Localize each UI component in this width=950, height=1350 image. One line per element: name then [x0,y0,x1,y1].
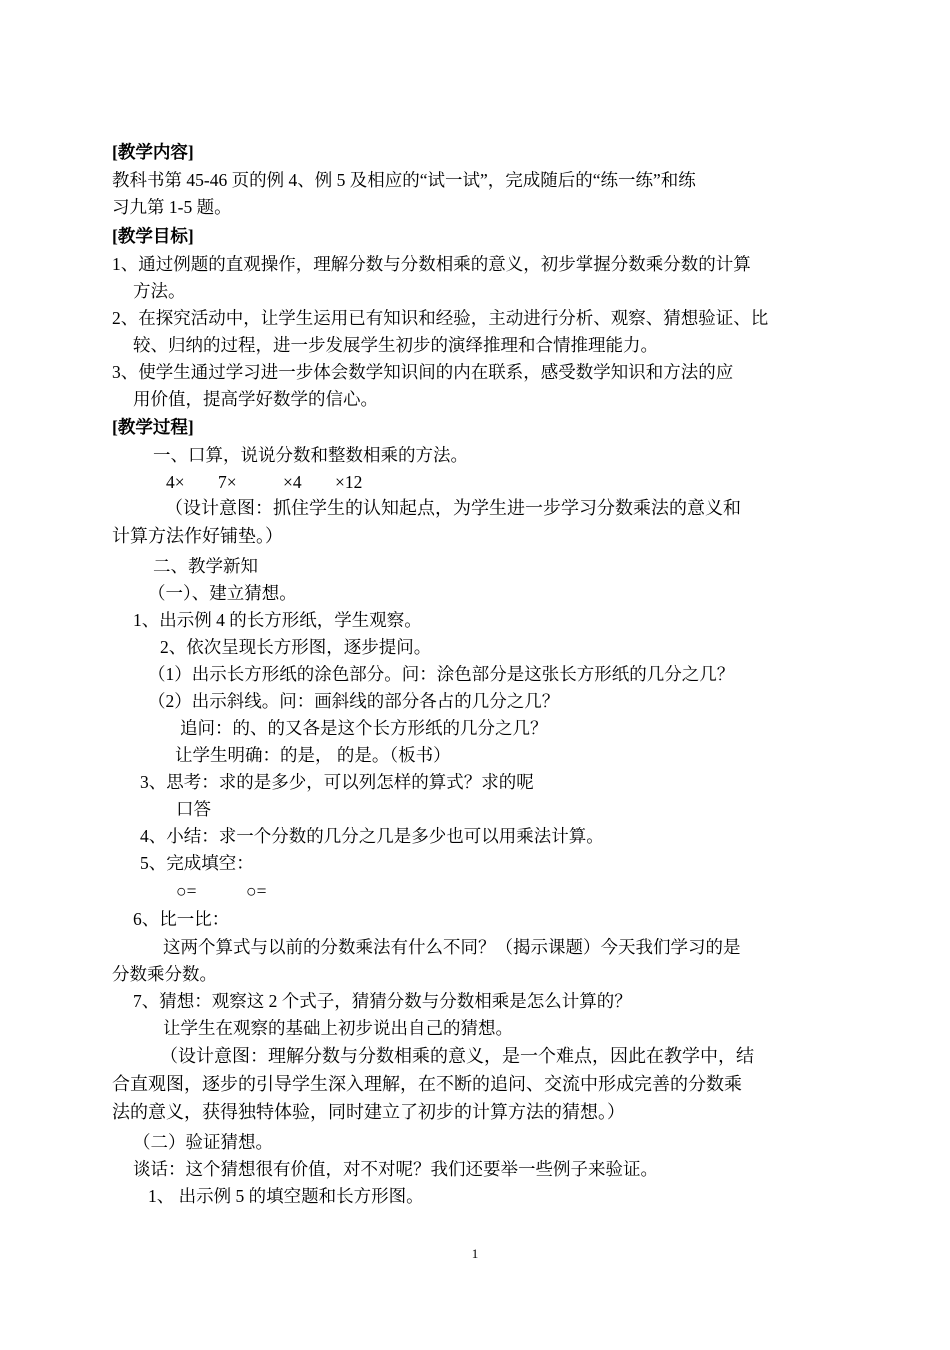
math-expression: ×4 [283,472,302,492]
text-line: 合直观图，逐步的引导学生深入理解，在不断的追问、交流中形成完善的分数乘 [112,1074,742,1095]
text-line: 教科书第 45-46 页的例 4、例 5 及相应的“试一试”，完成随后的“练一练”和练 [112,170,696,190]
fill-blank-expression: ○= [176,881,197,901]
text-line: 7、猜想：观察这 2 个式子，猜猜分数与分数相乘是怎么计算的？ [133,991,632,1011]
math-expression: 7× [218,472,237,492]
text-line: 习九第 1-5 题。 [112,197,232,217]
fill-blank-expression: ○= [246,881,267,901]
goal-item-3: 3、使学生通过学习进一步体会数学知识间的内在联系，感受数学知识和方法的应 [112,362,734,382]
math-expression: ×12 [335,472,363,492]
goal-item-2: 2、在探究活动中，让学生运用已有知识和经验，主动进行分析、观察、猜想验证、比 [112,308,769,328]
page-number: 1 [471,1246,479,1261]
text-line: 1、 出示例 5 的填空题和长方形图。 [148,1186,424,1206]
text-line: 追问：的、的又各是这个长方形纸的几分之几？ [180,718,548,738]
text-line: （1）出示长方形纸的涂色部分。问：涂色部分是这张长方形纸的几分之几？ [148,664,735,684]
text-line: 3、思考：求的是多少，可以列怎样的算式？求的呢 [140,772,534,792]
text-line: 这两个算式与以前的分数乘法有什么不同？（揭示课题）今天我们学习的是 [163,937,741,957]
text-line: 1、出示例 4 的长方形纸，学生观察。 [133,610,422,630]
text-line: 6、比一比： [133,909,230,929]
teaching-process-heading: [教学过程] [112,417,194,437]
goal-item-1: 1、通过例题的直观操作，理解分数与分数相乘的意义，初步掌握分数乘分数的计算 [112,254,751,274]
section-title: 二、教学新知 [153,556,258,576]
design-intent-note: （设计意图：抓住学生的认知起点，为学生进一步学习分数乘法的意义和 [165,498,741,519]
text-line: 5、完成填空： [140,853,254,873]
teaching-content-heading: [教学内容] [112,142,194,162]
teaching-goals-heading: [教学目标] [112,226,194,246]
text-line: （2）出示斜线。问：画斜线的部分各占的几分之几？ [148,691,560,711]
text-line: 法的意义，获得独特体验，同时建立了初步的计算方法的猜想。） [112,1102,625,1123]
text-line: 口答 [176,799,211,819]
subsection-title: （一）、建立猜想。 [148,583,297,603]
text-line: 方法。 [133,281,186,301]
text-line: 4、小结：求一个分数的几分之几是多少也可以用乘法计算。 [140,826,604,846]
text-line: 一、口算，说说分数和整数相乘的方法。 [153,445,468,465]
text-line: 谈话：这个猜想很有价值，对不对呢？我们还要举一些例子来验证。 [133,1159,658,1179]
text-line: 让学生在观察的基础上初步说出自己的猜想。 [163,1018,513,1038]
text-line: 计算方法作好铺垫。） [112,526,283,547]
text-line: 分数乘分数。 [112,964,217,984]
text-line: 让学生明确：的是， 的是。（板书） [175,745,451,765]
math-expression: 4× [166,472,185,492]
text-line: 较、归纳的过程，进一步发展学生初步的演绎推理和合情推理能力。 [133,335,658,355]
text-line: 2、依次呈现长方形图，逐步提问。 [160,637,432,657]
design-intent-note: （设计意图：理解分数与分数相乘的意义，是一个难点，因此在教学中，结 [160,1046,754,1067]
subsection-title: （二）验证猜想。 [133,1132,273,1152]
text-line: 用价值，提高学好数学的信心。 [133,389,378,409]
